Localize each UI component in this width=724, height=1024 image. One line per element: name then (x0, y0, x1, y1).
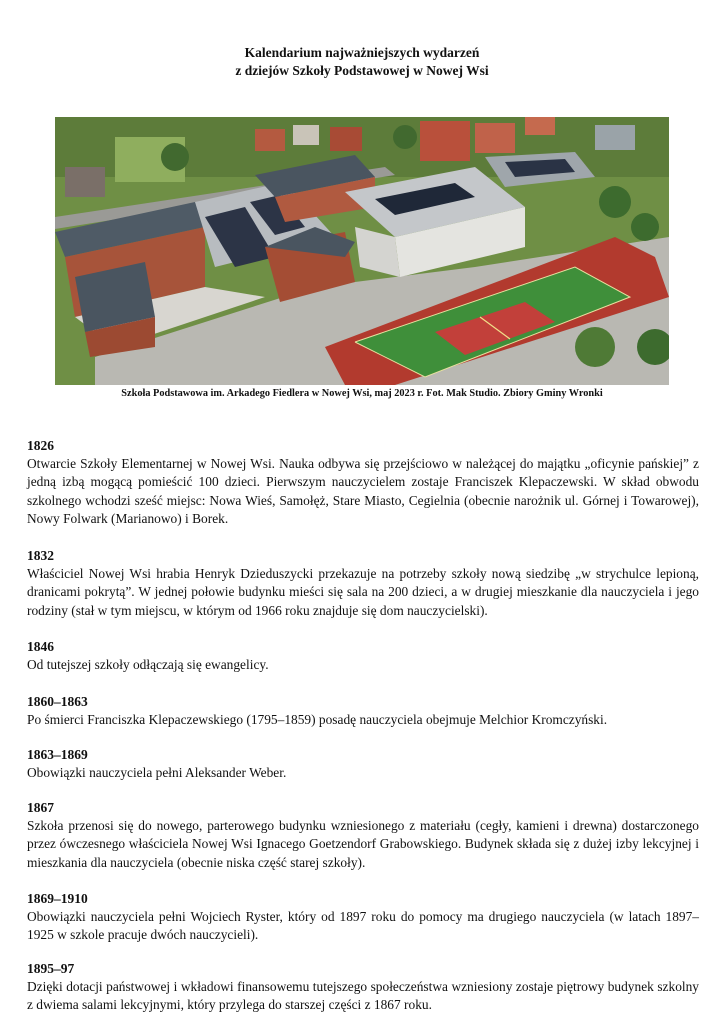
timeline-entry (27, 693, 699, 729)
timeline-entry (27, 437, 699, 529)
timeline-entry (27, 799, 699, 872)
school-aerial-photo (55, 117, 669, 385)
entry-text: Obowiązki nauczyciela pełni Wojciech Ryster, który od 1897 roku do pomocy ma drugiego nauczyciela (w latach 1897–1925 w szkole pracuje dwóch nauczycieli). (27, 909, 699, 943)
entry-text: Od tutejszej szkoły odłączają się ewangelicy. (27, 657, 269, 672)
document-title-line-2: z dziejów Szkoły Podstawowej w Nowej Wsi (235, 63, 489, 78)
entry-year: 1863–1869 (27, 747, 88, 762)
entry-text: Dzięki dotacji państwowej i wkładowi finansowemu tutejszego społeczeństwa wzniesiony zostaje piętrowy budynek szkolny z dwiema salami lekcyjnymi, który przylega do starszej części z 1867 roku. (27, 979, 699, 1013)
entry-year: 1869–1910 (27, 891, 88, 906)
timeline-entry (27, 638, 699, 674)
entry-year: 1826 (27, 438, 54, 453)
photo-caption: Szkoła Podstawowa im. Arkadego Fiedlera w Nowej Wsi, maj 2023 r. Fot. Mak Studio. Zbiory Gminy Wronki (121, 388, 603, 399)
entry-year: 1867 (27, 800, 54, 815)
entry-text: Szkoła przenosi się do nowego, parterowego budynku wzniesionego z materiału (cegły, kamieni i drewna) dostarczonego przez ówczesnego właściciela Nowej Wsi Ignacego Goetzendorf Grabowskiego. Budynek składa się z dużej izby lekcyjnej i mieszkania dla nauczyciela (obecnie niska część starej szkoły). (27, 818, 699, 870)
document-title-line-1: Kalendarium najważniejszych wydarzeń (244, 45, 480, 60)
entry-year: 1895–97 (27, 961, 75, 976)
entry-text: Otwarcie Szkoły Elementarnej w Nowej Wsi. Nauka odbywa się przejściowo w należącej do majątku „oficynie pańskiej” z jedną izbą mogącą pomieścić 100 dzieci. Pierwszym nauczycielem zostaje Franciszek Klepaczewski. W skład obwodu szkolnego wchodzi sześć miejsc: Nowa Wieś, Samołęż, Stare Miasto, Cegielnia (obecnie narożnik ul. Górnej i Towarowej), Nowy Folwark (Marianowo) i Borek. (27, 456, 699, 527)
entry-text: Po śmierci Franciszka Klepaczewskiego (1795–1859) posadę nauczyciela obejmuje Melchior Kromczyński. (27, 712, 608, 727)
entry-text: Obowiązki nauczyciela pełni Aleksander Weber. (27, 765, 287, 780)
timeline-entry (27, 960, 699, 1015)
timeline-entry (27, 890, 699, 945)
entry-text: Właściciel Nowej Wsi hrabia Henryk Dzieduszycki przekazuje na potrzeby szkoły nową siedzibę „w strychulce lepioną, dranicami pokrytą”. W jednej połowie budynku mieści się sala na 200 dzieci, a w drugiej mieszkanie dla nauczyciela i jego rodziny (stał w tym miejscu, w którym od 1966 roku znajduje się dom nauczycielski). (27, 566, 699, 618)
entry-year: 1860–1863 (27, 694, 88, 709)
timeline-entry (27, 547, 699, 620)
timeline-entry (27, 746, 699, 782)
entry-year: 1846 (27, 639, 54, 654)
entry-year: 1832 (27, 548, 54, 563)
